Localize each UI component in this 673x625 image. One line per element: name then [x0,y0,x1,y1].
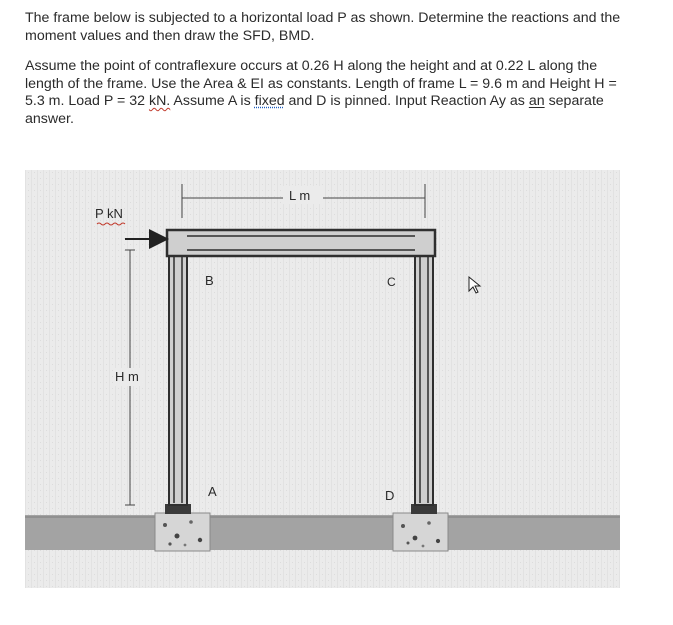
column-ab [169,230,187,505]
problem-text-2b: Assume A is [170,93,255,109]
height-label: H m [115,369,139,384]
column-cd [415,230,433,505]
problem-text-2c: and D is pinned. Input Reaction Ay as [284,93,529,109]
joint-b-label: B [205,273,214,288]
beam-bc [167,230,435,256]
joint-a-label: A [208,484,217,499]
load-label: P kN [95,206,123,221]
joint-d-label: D [385,488,395,503]
kn-unit-spellcheck: kN. [148,93,171,109]
problem-statement-paragraph-1 [25,10,625,45]
joint-c-label: C [387,275,396,289]
frame-figure [25,170,620,588]
problem-text-1: The frame below is subjected to a horizontal load P as shown. Determine the reactions and the moment values and then draw the SFD, BMD. [25,10,621,44]
foundation-d [393,513,448,551]
fixed-word-underlined: fixed [254,93,285,109]
an-word-underlined: an [528,93,545,109]
problem-statement-paragraph-2 [25,58,625,128]
foundation-a [155,513,210,551]
frame-diagram [25,170,620,588]
problem-text-2a: Assume the point of contraflexure occurs at 0.26 H along the height and at 0.22 L along the length of the frame. Use the Area & EI as constants. Length of frame L = 9.6 m and Height H = 5.3 m. Load P = 32 [25,58,617,109]
ground-strip [25,515,620,550]
problem-text-2d: separate answer. [25,93,604,127]
length-label: L m [289,188,311,203]
